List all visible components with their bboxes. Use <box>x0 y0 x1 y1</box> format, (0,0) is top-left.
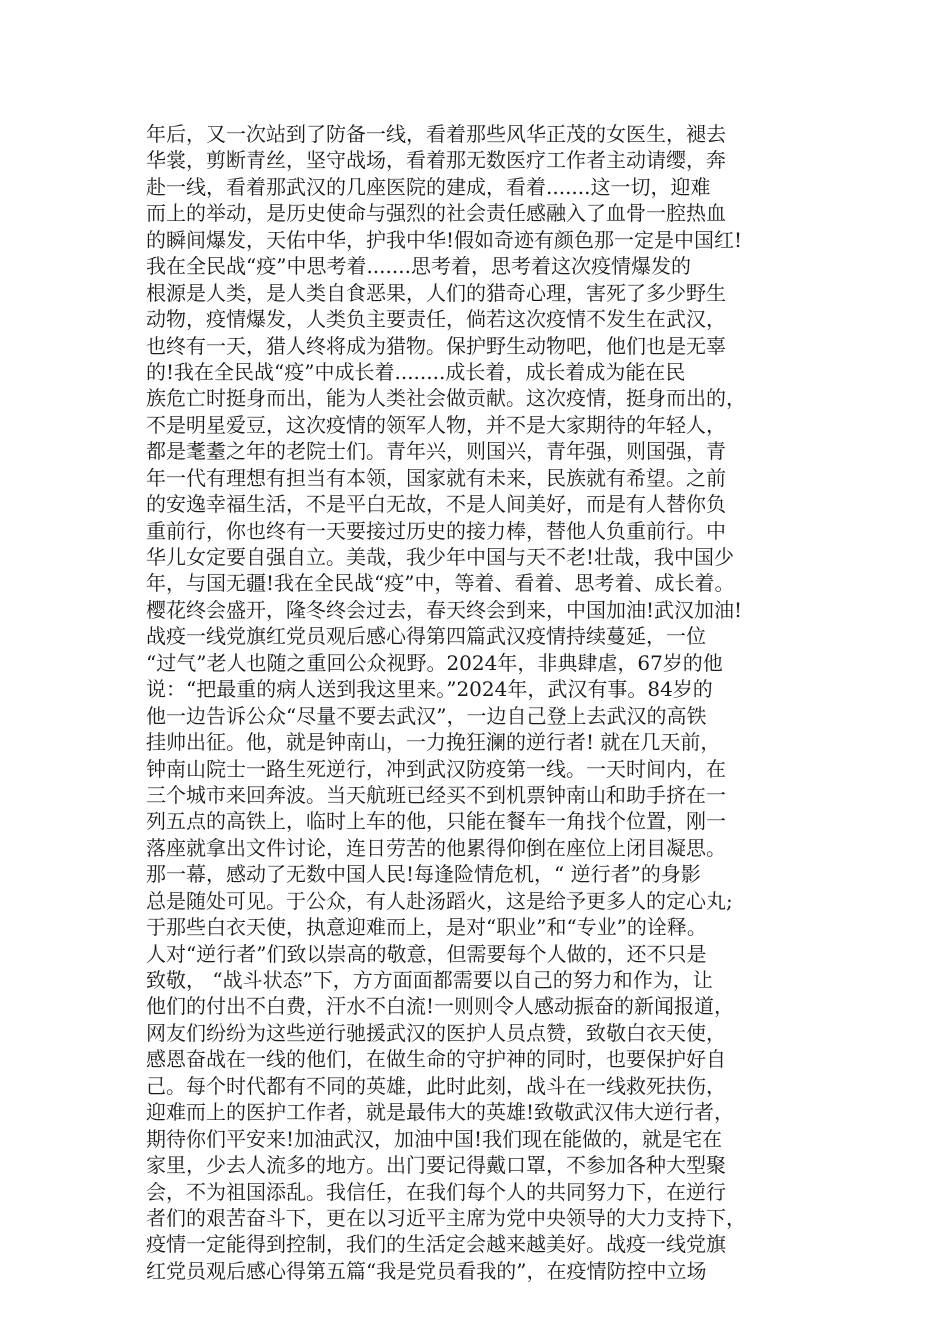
text-line: 的安逸幸福生活，不是平白无故，不是人间美好，而是有人替你负 <box>146 492 726 517</box>
text-line: 说：“把最重的病人送到我这里来。”2024年，武汉有事。84岁的 <box>146 677 713 702</box>
text-line: 挂帅出征。他，就是钟南山，一力挽狂澜的逆行者! 就在几天前， <box>146 730 721 755</box>
text-line: 赴一线，看着那武汉的几座医院的建成，看着.......这一切，迎难 <box>146 174 711 199</box>
text-line: 年，与国无疆!我在全民战“疫”中，等着、看着、思考着、成长着。 <box>146 571 735 596</box>
text-line: 的!我在全民战“疫”中成长着........成长着，成长着成为能在民 <box>146 359 686 384</box>
text-line: 樱花终会盛开，隆冬终会过去，春天终会到来，中国加油!武汉加油! <box>146 597 743 622</box>
text-line: 己。每个时代都有不同的英雄，此时此刻，战斗在一线救死扶伤， <box>146 1073 726 1098</box>
text-line: 会，不为祖国添乱。我信任，在我们每个人的共同努力下，在逆行 <box>146 1179 726 1204</box>
text-line: 他们的付出不白费，汗水不白流!一则则令人感动振奋的新闻报道， <box>146 994 735 1019</box>
text-line: 根源是人类，是人类自食恶果，人们的猎奇心理，害死了多少野生 <box>146 280 726 305</box>
text-line: 者们的艰苦奋斗下，更在以习近平主席为党中央领导的大力支持下， <box>146 1205 746 1230</box>
text-line: 重前行，你也终有一天要接过历史的接力棒，替他人负重前行。中 <box>146 518 726 543</box>
text-line: 的瞬间爆发，天佑中华，护我中华!假如奇迹有颜色那一定是中国红! <box>146 227 743 252</box>
text-line: 总是随处可见。于公众，有人赴汤蹈火，这是给予更多人的定心丸; <box>146 888 733 913</box>
text-line: 红党员观后感心得第五篇“我是党员看我的”，在疫情防控中立场 <box>146 1258 707 1283</box>
text-line: 家里，少去人流多的地方。出门要记得戴口罩，不参加各种大型聚 <box>146 1153 726 1178</box>
text-line: 期待你们平安来!加油武汉，加油中国!我们现在能做的，就是宅在 <box>146 1126 723 1151</box>
text-line: 华儿女定要自强自立。美哉，我少年中国与天不老!壮哉，我中国少 <box>146 545 735 569</box>
body-text <box>146 121 826 1284</box>
text-line: 那一幕，感动了无数中国人民!每逢险情危机，“ 逆行者”的身影 <box>146 862 701 887</box>
text-line: 动物，疫情爆发，人类负主要责任，倘若这次疫情不发生在武汉， <box>146 307 726 332</box>
text-line: 三个城市来回奔波。当天航班已经买不到机票钟南山和助手挤在一 <box>146 782 726 807</box>
text-line: 族危亡时挺身而出，能为人类社会做贡献。这次疫情，挺身而出的， <box>146 386 746 411</box>
text-line: 落座就拿出文件讨论，连日劳苦的他累得仰倒在座位上闭目凝思。 <box>146 835 726 860</box>
text-line: 人对“逆行者”们致以崇高的敬意，但需要每个人做的，还不只是 <box>146 941 707 966</box>
text-line: 我在全民战“疫”中思考着.......思考着，思考着这次疫情爆发的 <box>146 254 691 279</box>
text-line: 年后，又一次站到了防备一线，看着那些风华正茂的女医生，褪去 <box>146 122 726 146</box>
text-line: 不是明星爱豆，这次疫情的领军人物，并不是大家期待的年轻人， <box>146 412 726 437</box>
text-line: 也终有一天，猎人终将成为猎物。保护野生动物吧，他们也是无辜 <box>146 333 726 358</box>
text-line: 钟南山院士一路生死逆行，冲到武汉防疫第一线。一天时间内，在 <box>146 756 726 781</box>
text-line: 列五点的高铁上，临时上车的他，只能在餐车一角找个位置，刚一 <box>146 809 726 834</box>
text-line: 迎难而上的医护工作者，就是最伟大的英雄!致敬武汉伟大逆行者， <box>146 1100 735 1125</box>
text-line: 而上的举动，是历史使命与强烈的社会责任感融入了血骨一腔热血 <box>146 201 726 226</box>
text-line: 年一代有理想有担当有本领，国家就有未来，民族就有希望。之前 <box>146 465 726 490</box>
text-line: 疫情一定能得到控制，我们的生活定会越来越美好。战疫一线党旗 <box>146 1232 726 1257</box>
text-line: 致敬， “战斗状态”下，方方面面都需要以自己的努力和作为，让 <box>146 968 713 992</box>
text-line: 感恩奋战在一线的他们，在做生命的守护神的同时，也要保护好自 <box>146 1047 726 1072</box>
text-line: 都是耄耋之年的老院士们。青年兴，则国兴，青年强，则国强，青 <box>146 439 726 464</box>
text-line: 于那些白衣天使，执意迎难而上，是对“职业”和“专业”的诠释。 <box>146 915 707 940</box>
text-line: 网友们纷纷为这些逆行驰援武汉的医护人员点赞，致敬白衣天使， <box>146 1020 726 1045</box>
text-line: 华裳，剪断青丝，坚守战场，看着那无数医疗工作者主动请缨，奔 <box>146 148 726 173</box>
text-line: 他一边告诉公众“尽量不要去武汉”，一边自己登上去武汉的高铁 <box>146 703 707 728</box>
text-line: “过气”老人也随之重回公众视野。2024年，非典肆虐，67岁的他 <box>146 650 723 675</box>
text-line: 战疫一线党旗红党员观后感心得第四篇武汉疫情持续蔓延，一位 <box>146 624 706 649</box>
